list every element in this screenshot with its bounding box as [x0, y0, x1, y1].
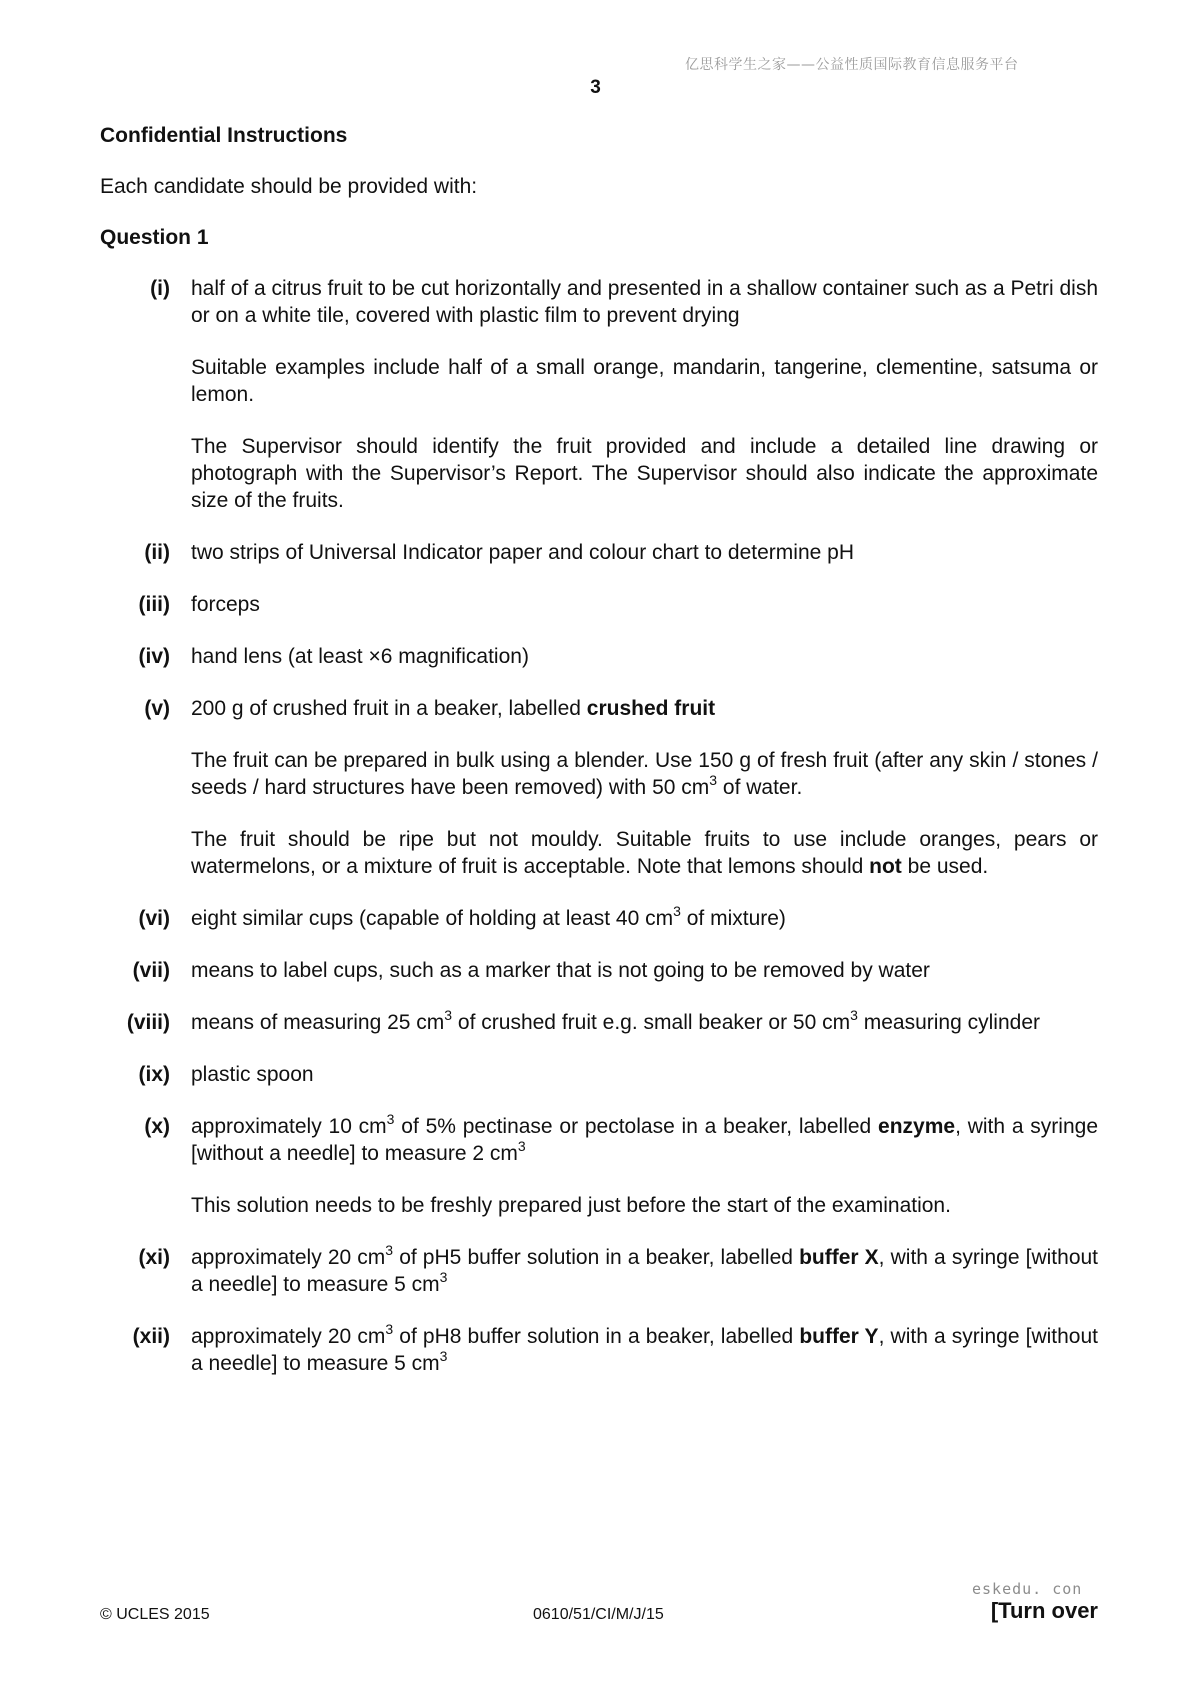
list-item	[100, 1244, 1098, 1298]
text-run: This solution needs to be freshly prepared just before the start of the examination.	[191, 1194, 951, 1217]
item-number: (ix)	[138, 1063, 170, 1086]
text-run: of 5% pectinase or pectolase in a beaker, labelled	[394, 1115, 879, 1138]
item-paragraph	[191, 905, 1098, 932]
text-run: means to label cups, such as a marker that is not going to be removed by water	[191, 959, 930, 982]
list-item	[100, 591, 1098, 618]
materials-list	[100, 275, 1098, 1377]
item-paragraph	[191, 1192, 1098, 1219]
text-run: Suitable examples include half of a small orange, mandarin, tangerine, clementine, satsuma or lemon.	[191, 356, 1098, 406]
superscript: 3	[673, 903, 681, 919]
item-number: (vii)	[132, 959, 170, 982]
item-paragraph	[191, 1061, 1098, 1088]
watermark-bottom: eskedu. con	[972, 1580, 1083, 1598]
item-paragraph	[191, 354, 1098, 408]
superscript: 3	[439, 1348, 448, 1364]
page-number: 3	[590, 77, 601, 98]
text-run: The fruit should be ripe but not mouldy. Suitable fruits to use include oranges, pears or watermelons, or a mixture of fruit is acceptable. Note that lemons should	[191, 828, 1098, 878]
bold-term: buffer X	[799, 1246, 879, 1269]
text-run: of mixture)	[680, 907, 786, 930]
document-body	[100, 122, 1098, 1402]
watermark-top: 亿思科学生之家——公益性质国际教育信息服务平台	[685, 57, 1019, 73]
footer-paper-code: 0610/51/CI/M/J/15	[533, 1606, 664, 1623]
item-number: (v)	[144, 697, 170, 720]
superscript: 3	[517, 1138, 526, 1154]
item-paragraph	[191, 275, 1098, 329]
item-number: (xi)	[138, 1246, 170, 1269]
item-paragraph	[191, 747, 1098, 801]
text-run: forceps	[191, 593, 260, 616]
superscript: 3	[850, 1007, 858, 1023]
text-run: of water.	[717, 776, 803, 799]
list-item	[100, 643, 1098, 670]
item-number: (x)	[144, 1115, 170, 1138]
item-paragraph	[191, 826, 1098, 880]
superscript: 3	[385, 1242, 394, 1258]
item-paragraph	[191, 539, 1098, 566]
text-run: means of measuring 25 cm	[191, 1011, 445, 1034]
list-item	[100, 695, 1098, 880]
item-paragraph	[191, 1113, 1098, 1167]
bold-term: not	[869, 855, 902, 878]
question-heading: Question 1	[100, 226, 209, 249]
text-run: , with a syringe [without a needle] to measure 2 cm	[191, 1115, 1099, 1165]
list-item	[100, 1061, 1098, 1088]
item-paragraph	[191, 433, 1098, 514]
item-paragraph	[191, 1009, 1098, 1036]
text-run: of pH5 buffer solution in a beaker, labelled	[393, 1246, 800, 1269]
text-run: hand lens (at least ×6 magnification)	[191, 645, 529, 668]
text-run: , with a syringe [without a needle] to measure 5 cm	[191, 1246, 1099, 1296]
list-item	[100, 539, 1098, 566]
text-run: of pH8 buffer solution in a beaker, labelled	[393, 1325, 800, 1348]
item-paragraph	[191, 957, 1098, 984]
item-number: (vi)	[138, 907, 170, 930]
bold-term: buffer Y	[799, 1325, 879, 1348]
item-number: (iv)	[138, 645, 170, 668]
superscript: 3	[386, 1111, 395, 1127]
item-paragraph	[191, 695, 1098, 722]
superscript: 3	[385, 1321, 394, 1337]
text-run: of crushed fruit e.g. small beaker or 50 cm	[452, 1011, 851, 1034]
superscript: 3	[439, 1269, 448, 1285]
text-run: The Supervisor should identify the fruit provided and include a detailed line drawing or photograph with the Supervisor’s Report. The Supervisor should also indicate the approximate size of the fruits.	[191, 435, 1098, 512]
text-run: eight similar cups (capable of holding at least 40 cm	[191, 907, 674, 930]
text-run: plastic spoon	[191, 1063, 314, 1086]
list-item	[100, 905, 1098, 932]
text-run: two strips of Universal Indicator paper and colour chart to determine pH	[191, 541, 854, 564]
text-run: approximately 10 cm	[191, 1115, 387, 1138]
item-number: (xii)	[132, 1325, 170, 1348]
text-run: be used.	[901, 855, 989, 878]
item-paragraph	[191, 1244, 1098, 1298]
list-item	[100, 275, 1098, 514]
section-heading: Confidential Instructions	[100, 124, 348, 147]
item-paragraph	[191, 643, 1098, 670]
list-item	[100, 1009, 1098, 1036]
text-run: The fruit can be prepared in bulk using a blender. Use 150 g of fresh fruit (after any skin / stones / seeds / hard structures have been removed) with 50 cm	[191, 749, 1098, 799]
list-item	[100, 1113, 1098, 1219]
superscript: 3	[709, 772, 718, 788]
text-run: approximately 20 cm	[191, 1325, 386, 1348]
list-item	[100, 957, 1098, 984]
bold-term: enzyme	[878, 1115, 956, 1138]
footer-turn-over: [Turn over	[990, 1598, 1098, 1623]
text-run: half of a citrus fruit to be cut horizontally and presented in a shallow container such as a Petri dish or on a white tile, covered with plastic film to prevent drying	[191, 277, 1098, 327]
list-item	[100, 1323, 1098, 1377]
superscript: 3	[444, 1007, 453, 1023]
item-number: (iii)	[138, 593, 170, 616]
item-number: (viii)	[126, 1011, 170, 1034]
item-paragraph	[191, 1323, 1098, 1377]
text-run: 200 g of crushed fruit in a beaker, labelled	[191, 697, 587, 720]
item-number: (i)	[150, 277, 170, 300]
item-number: (ii)	[144, 541, 170, 564]
bold-term: crushed fruit	[586, 697, 716, 720]
text-run: approximately 20 cm	[191, 1246, 386, 1269]
intro-text: Each candidate should be provided with:	[100, 175, 478, 198]
text-run: , with a syringe [without a needle] to measure 5 cm	[191, 1325, 1098, 1375]
item-paragraph	[191, 591, 1098, 618]
text-run: measuring cylinder	[857, 1011, 1040, 1034]
footer-copyright: © UCLES 2015	[100, 1606, 210, 1623]
